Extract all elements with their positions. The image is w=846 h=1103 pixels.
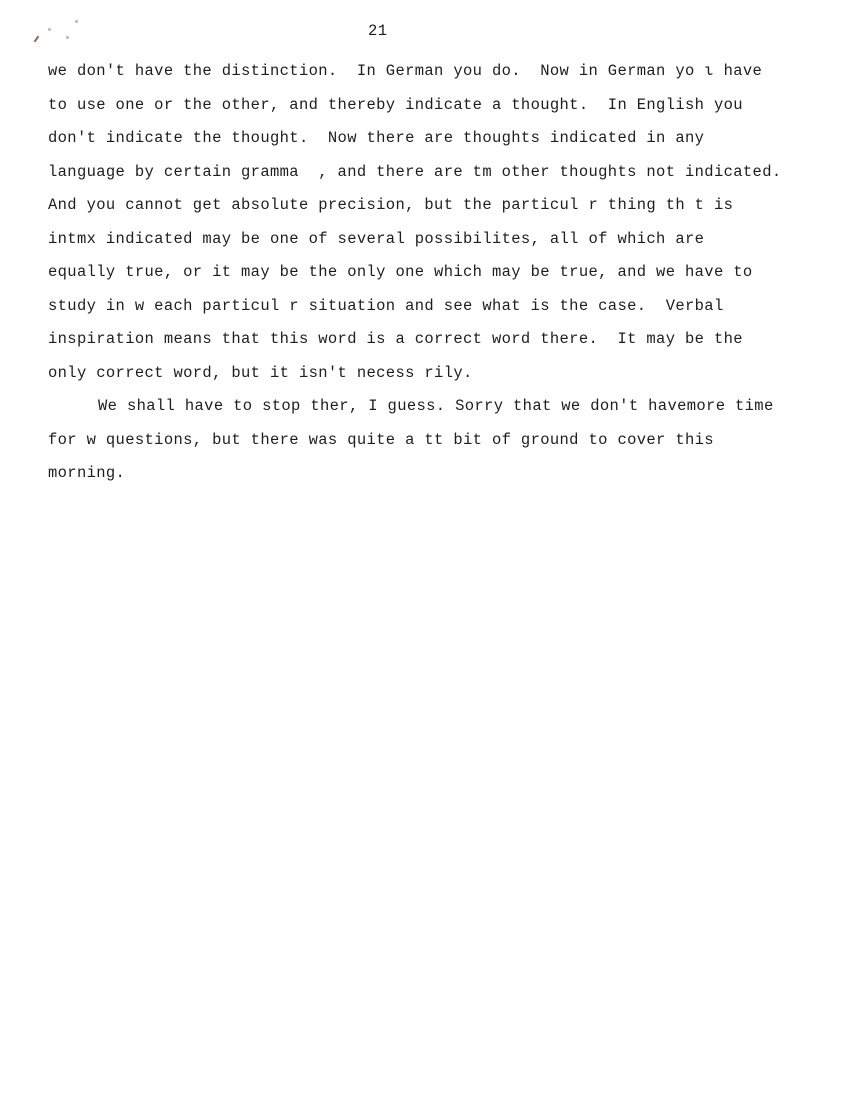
- text-line: only correct word, but it isn't necess rily.: [48, 363, 473, 382]
- text-line: And you cannot get absolute precision, but the particul r thing th t is: [48, 196, 734, 214]
- text-line: for w questions, but there was quite a tt bit of ground to cover this: [48, 430, 714, 449]
- paper-speck: [66, 36, 69, 39]
- text-line: don't indicate the thought. Now there are thoughts indicated in any: [48, 129, 705, 147]
- margin-mark: [34, 36, 40, 43]
- text-line: morning.: [48, 464, 126, 482]
- paragraph-1: [48, 55, 818, 390]
- text-line: study in w each particul r situation and see what is the case. Verbal: [48, 296, 724, 315]
- page-number: 21: [368, 22, 388, 40]
- text-line: language by certain gramma , and there are tm other thoughts not indicated.: [48, 162, 782, 181]
- text-line: inspiration means that this word is a correct word there. It may be the: [48, 330, 743, 348]
- text-line: equally true, or it may be the only one which may be true, and we have to: [48, 263, 753, 281]
- text-line: we don't have the distinction. In German you do. Now in German yo ι have: [48, 62, 763, 80]
- text-line: to use one or the other, and thereby indicate a thought. In English you: [48, 95, 743, 114]
- paper-speck: [75, 20, 78, 23]
- text-line: We shall have to stop ther, I guess. Sorry that we don't havemore time: [98, 397, 774, 415]
- paragraph-2: [48, 390, 818, 491]
- body-text: [48, 55, 818, 491]
- text-line: intmx indicated may be one of several possibilites, all of which are: [48, 229, 705, 248]
- paper-speck: [48, 28, 51, 31]
